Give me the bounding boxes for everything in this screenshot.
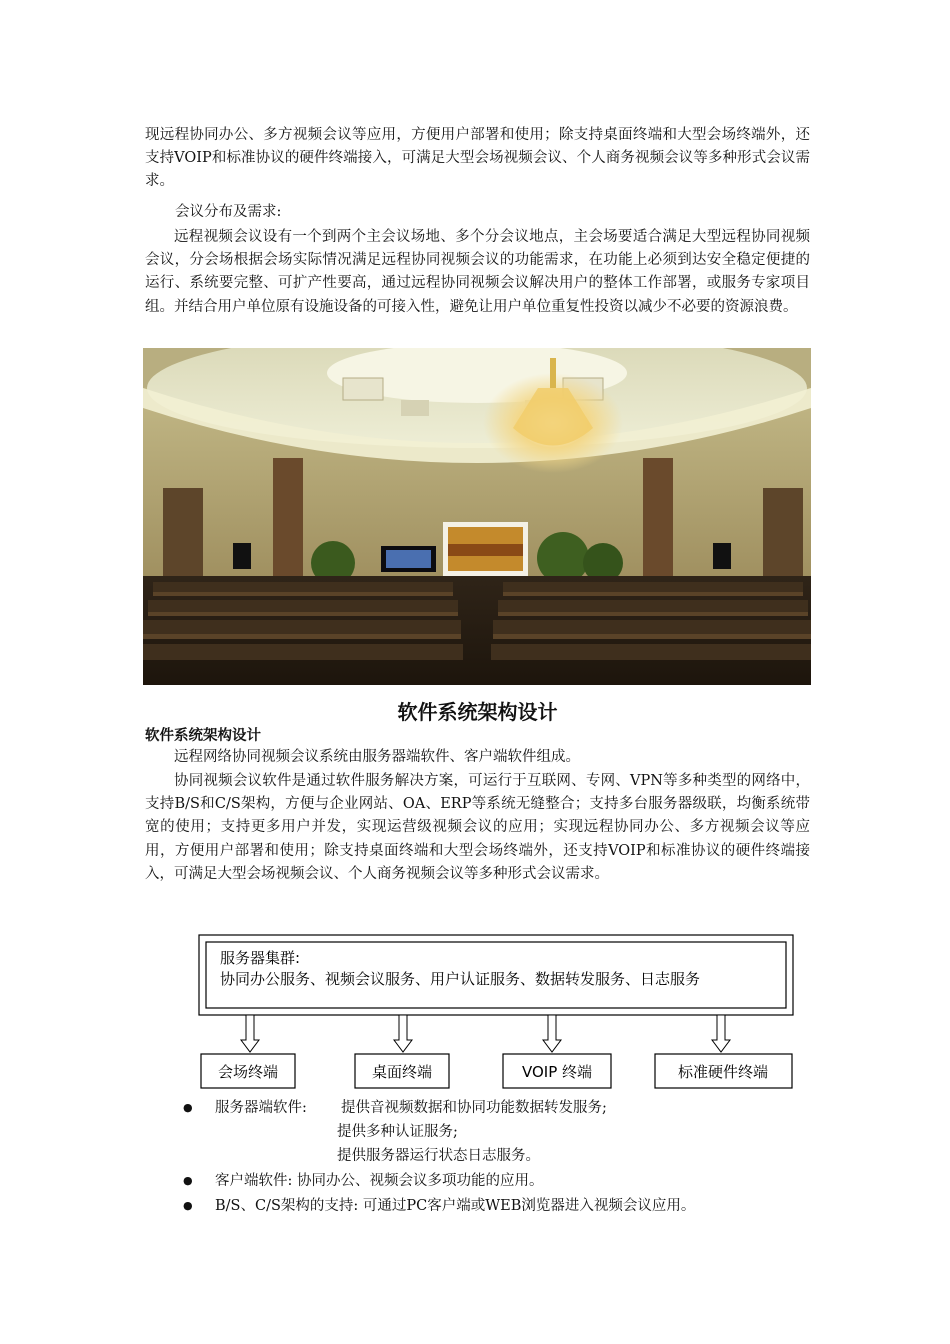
bullet-icon: ● bbox=[183, 1174, 193, 1187]
terminal-box bbox=[503, 1054, 611, 1088]
intro-paragraph: 现远程协同办公、多方视频会议等应用，方便用户部署和使用；除支持桌面终端和大型会场终端外，还支持VOIP和标准协议的硬件终端接入，可满足大型会场视频会议、个人商务视频会议等多种形式会议需求。 bbox=[145, 127, 810, 190]
terminal-box bbox=[655, 1054, 792, 1088]
meeting-heading: 会议分布及需求: bbox=[175, 204, 282, 220]
server-cluster-inner-box bbox=[206, 942, 786, 1008]
arch-paragraph-2: 协同视频会议软件是通过软件服务解决方案，可运行于互联网、专网、VPN等多种类型的网络中，支持B/S和C/S架构，方便与企业网站、OA、ERP等系统无缝整合；支持多台服务器级联，均衡系统带宽的使用；支持更多用户并发，实现运营级视频会议的应用；实现远程协同办公、多方视频会议等应用，方便用户部署和使用；除支持桌面终端和大型会场终端外，还支持VOIP和标准协议的硬件终端接入，可满足大型会场视频会议、个人商务视频会议等多种形式会议需求。 bbox=[145, 773, 810, 882]
subsection-title: 软件系统架构设计 bbox=[145, 728, 261, 744]
conference-room-illustration bbox=[143, 348, 811, 685]
arch-paragraph-1: 远程网络协同视频会议系统由服务器端软件、客户端软件组成。 bbox=[174, 749, 580, 765]
arrow-down-icon bbox=[543, 1015, 561, 1052]
arrow-down-icon bbox=[241, 1015, 259, 1052]
bullet-server-line: 提供音视频数据和协同功能数据转发服务; bbox=[341, 1100, 607, 1116]
bullet-architecture-text: B/S、C/S架构的支持: 可通过PC客户端或WEB浏览器进入视频会议应用。 bbox=[215, 1198, 696, 1214]
section-title: 软件系统架构设计 bbox=[397, 700, 558, 724]
meeting-paragraph: 远程视频会议设有一个到两个主会议场地、多个分会议地点，主会场要适合满足大型远程协同视频会议，分会场根据会场实际情况满足远程协同视频会议的功能需求，在功能上必须到达安全稳定便捷的运行、系统要完整、可扩产性要高，通过远程协同视频会议解决用户的整体工作部署，或服务专家项目组。并结合用户单位原有设施设备的可接入性，避免让用户单位重复性投资以减少不必要的资源浪费。 bbox=[145, 229, 810, 315]
terminal-label: 桌面终端 bbox=[371, 1063, 433, 1081]
terminal-box bbox=[355, 1054, 449, 1088]
server-cluster-outer-box bbox=[199, 935, 793, 1015]
arrow-down-icon bbox=[394, 1015, 412, 1052]
terminal-label: 会场终端 bbox=[217, 1063, 279, 1081]
bullet-icon: ● bbox=[183, 1199, 193, 1212]
bullet-icon: ● bbox=[183, 1101, 193, 1114]
server-cluster-title: 服务器集群: bbox=[220, 949, 301, 967]
terminal-box bbox=[201, 1054, 295, 1088]
bullet-server-line: 提供多种认证服务; bbox=[337, 1124, 458, 1140]
bullet-client-text: 客户端软件: 协同办公、视频会议多项功能的应用。 bbox=[215, 1173, 544, 1189]
bullet-server-line: 提供服务器运行状态日志服务。 bbox=[337, 1148, 540, 1164]
conference-room-photo bbox=[143, 348, 811, 685]
terminal-label: 标准硬件终端 bbox=[677, 1063, 769, 1081]
server-cluster-services: 协同办公服务、视频会议服务、用户认证服务、数据转发服务、日志服务 bbox=[220, 970, 701, 988]
bullet-server-label: 服务器端软件: bbox=[215, 1100, 307, 1116]
terminal-label: VOIP 终端 bbox=[521, 1063, 593, 1081]
arrow-down-icon bbox=[712, 1015, 730, 1052]
